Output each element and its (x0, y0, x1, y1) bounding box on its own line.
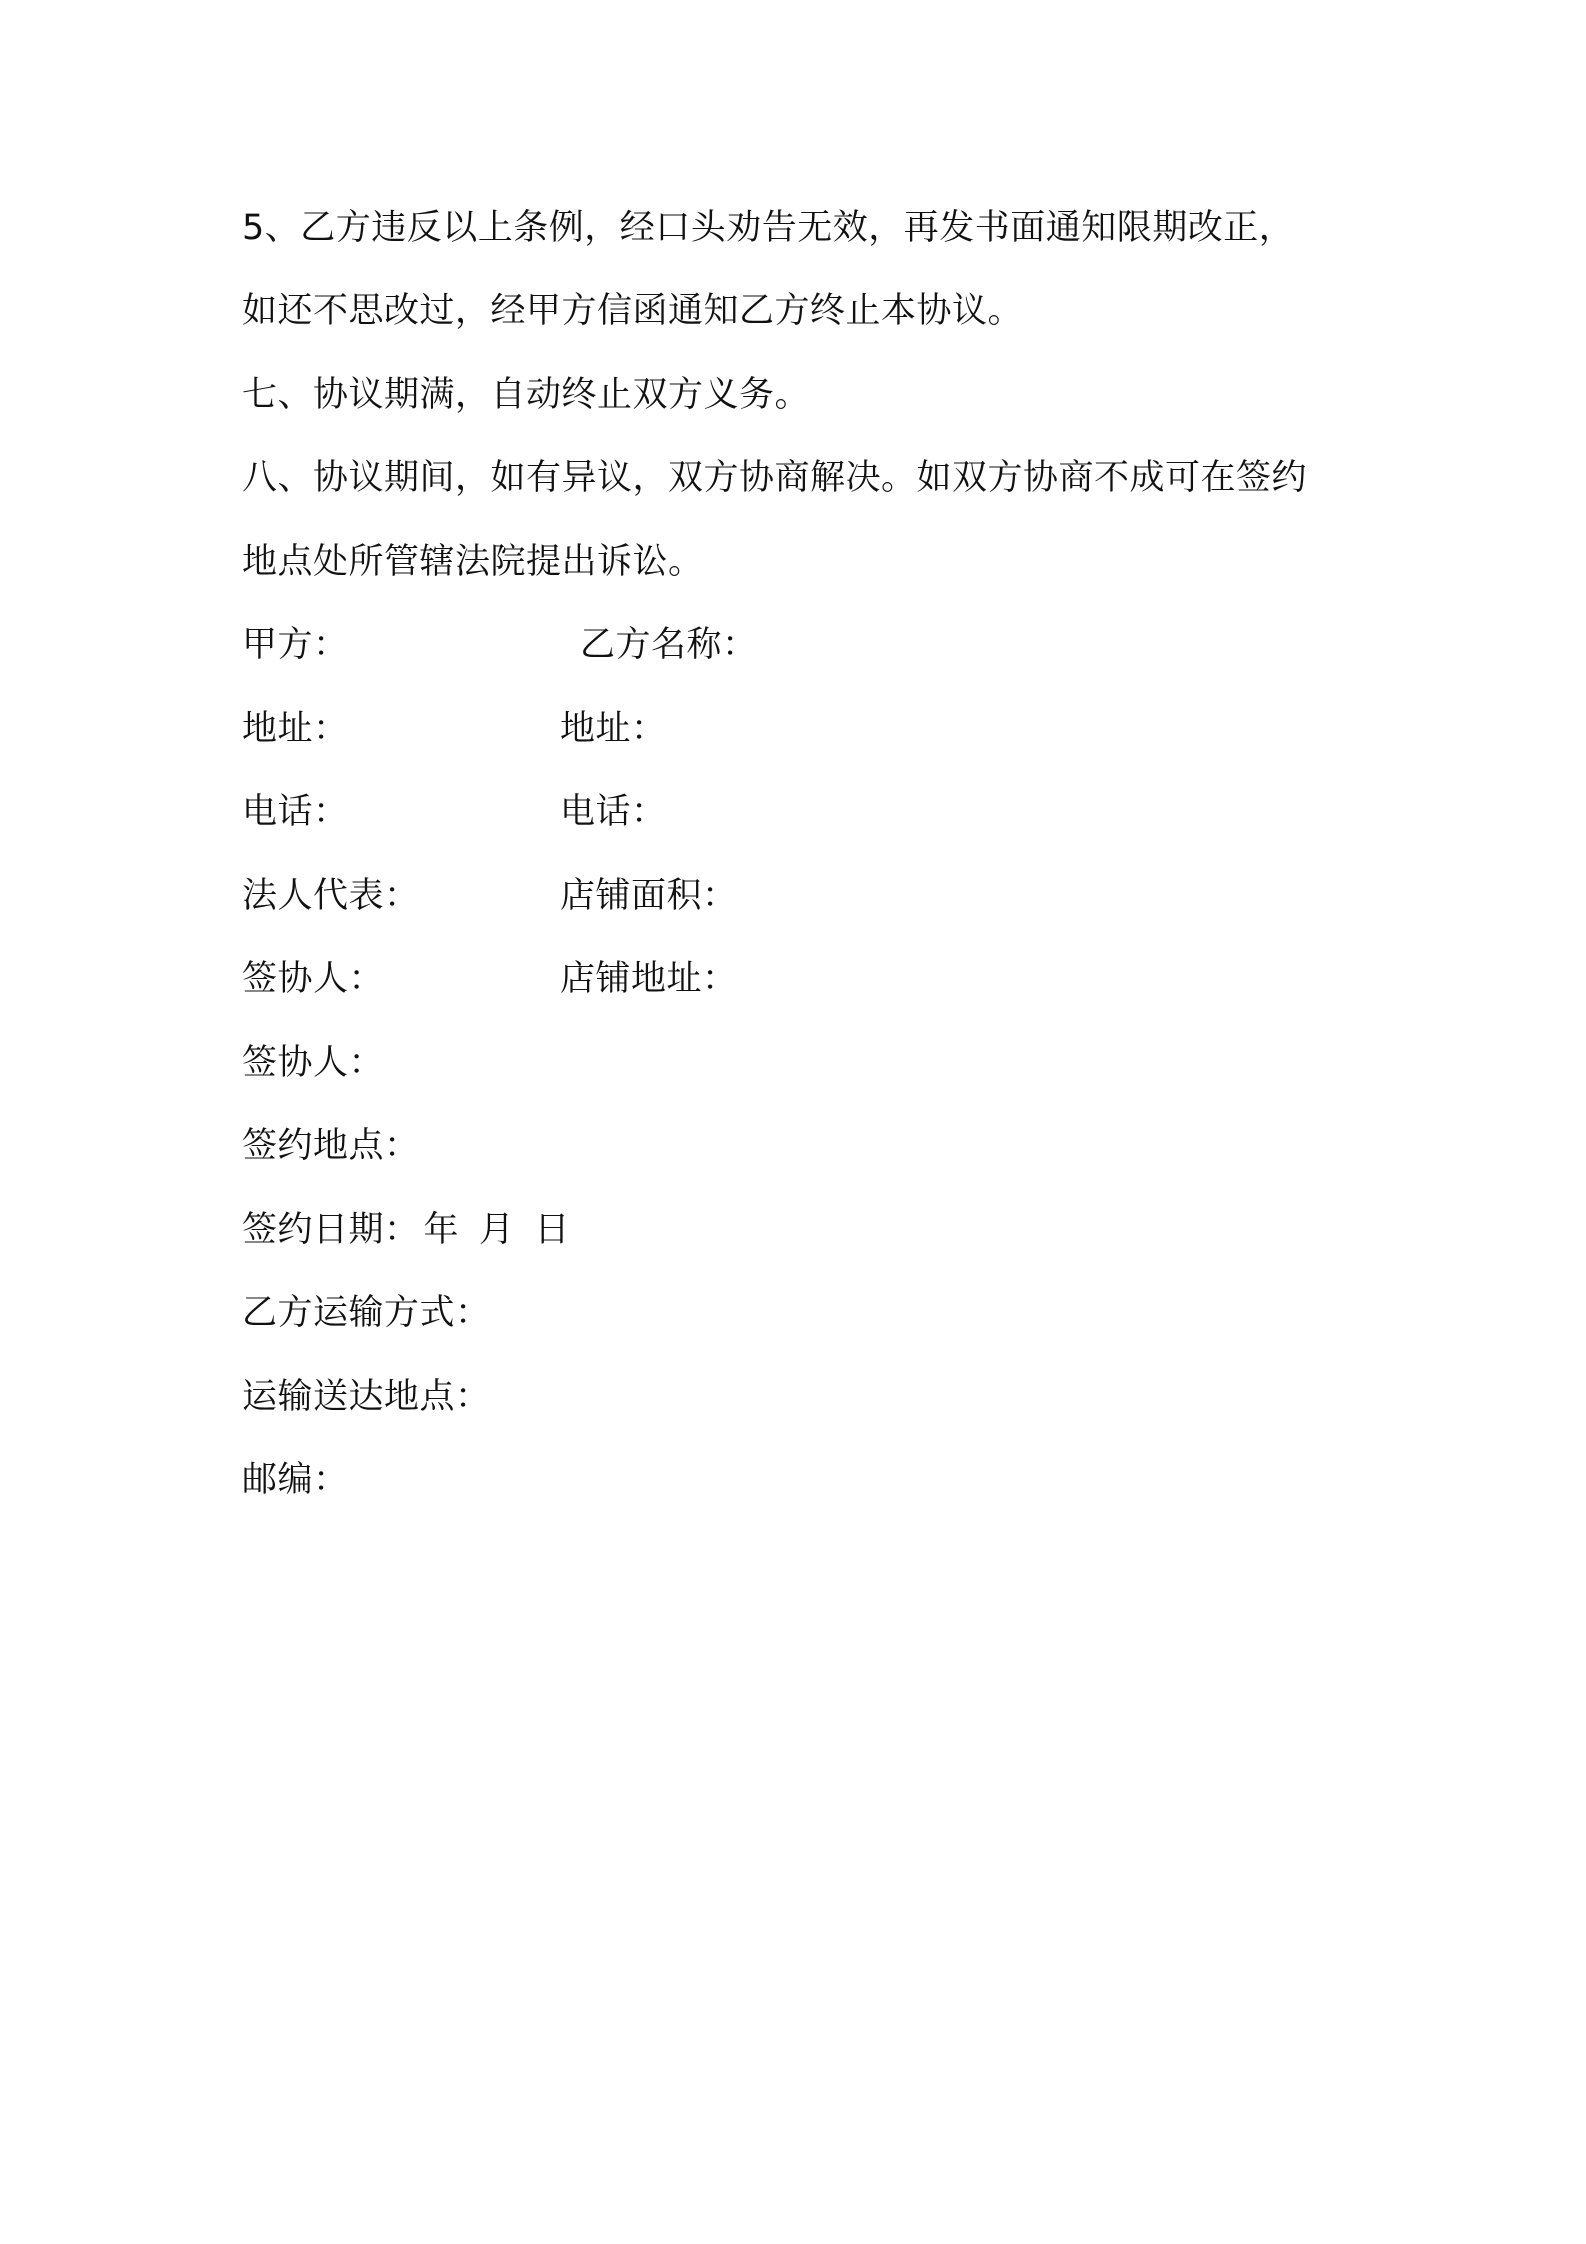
clause-5-line-2: 如还不思改过，经甲方信函通知乙方终止本协议。 (242, 291, 1024, 331)
party-b-shop-address-label: 店铺地址： (560, 959, 738, 999)
signing-place-label: 签约地点： (242, 1126, 420, 1166)
clause-7: 七、协议期满，自动终止双方义务。 (242, 375, 811, 415)
transport-method-label: 乙方运输方式： (242, 1293, 491, 1333)
party-b-name-label: 乙方名称： (580, 625, 758, 665)
signing-date-row (242, 1205, 570, 1255)
party-b-signer-label: 签协人： (242, 1043, 385, 1083)
party-a-signer-label: 签协人： (242, 959, 385, 999)
signing-date-label: 签约日期： (242, 1210, 420, 1250)
signing-day: 日 (534, 1210, 571, 1250)
party-a-legal-rep-label: 法人代表： (242, 876, 420, 916)
signing-year: 年 (423, 1210, 460, 1250)
clause-8-line-2: 地点处所管辖法院提出诉讼。 (242, 542, 704, 582)
party-a-name-label: 甲方： (242, 625, 349, 665)
party-b-address-label: 地址： (560, 709, 667, 749)
delivery-place-label: 运输送达地点： (242, 1377, 491, 1417)
clause-5-line-1: 5、乙方违反以上条例，经口头劝告无效，再发书面通知限期改正， (242, 208, 1295, 248)
party-a-address-label: 地址： (242, 709, 349, 749)
party-a-phone-label: 电话： (242, 792, 349, 832)
party-b-shop-area-label: 店铺面积： (560, 876, 738, 916)
postcode-label: 邮编： (242, 1460, 349, 1500)
signing-month: 月 (479, 1210, 515, 1250)
clause-8-line-1: 八、协议期间，如有异议，双方协商解决。如双方协商不成可在签约 (242, 458, 1308, 498)
party-b-phone-label: 电话： (560, 792, 667, 832)
